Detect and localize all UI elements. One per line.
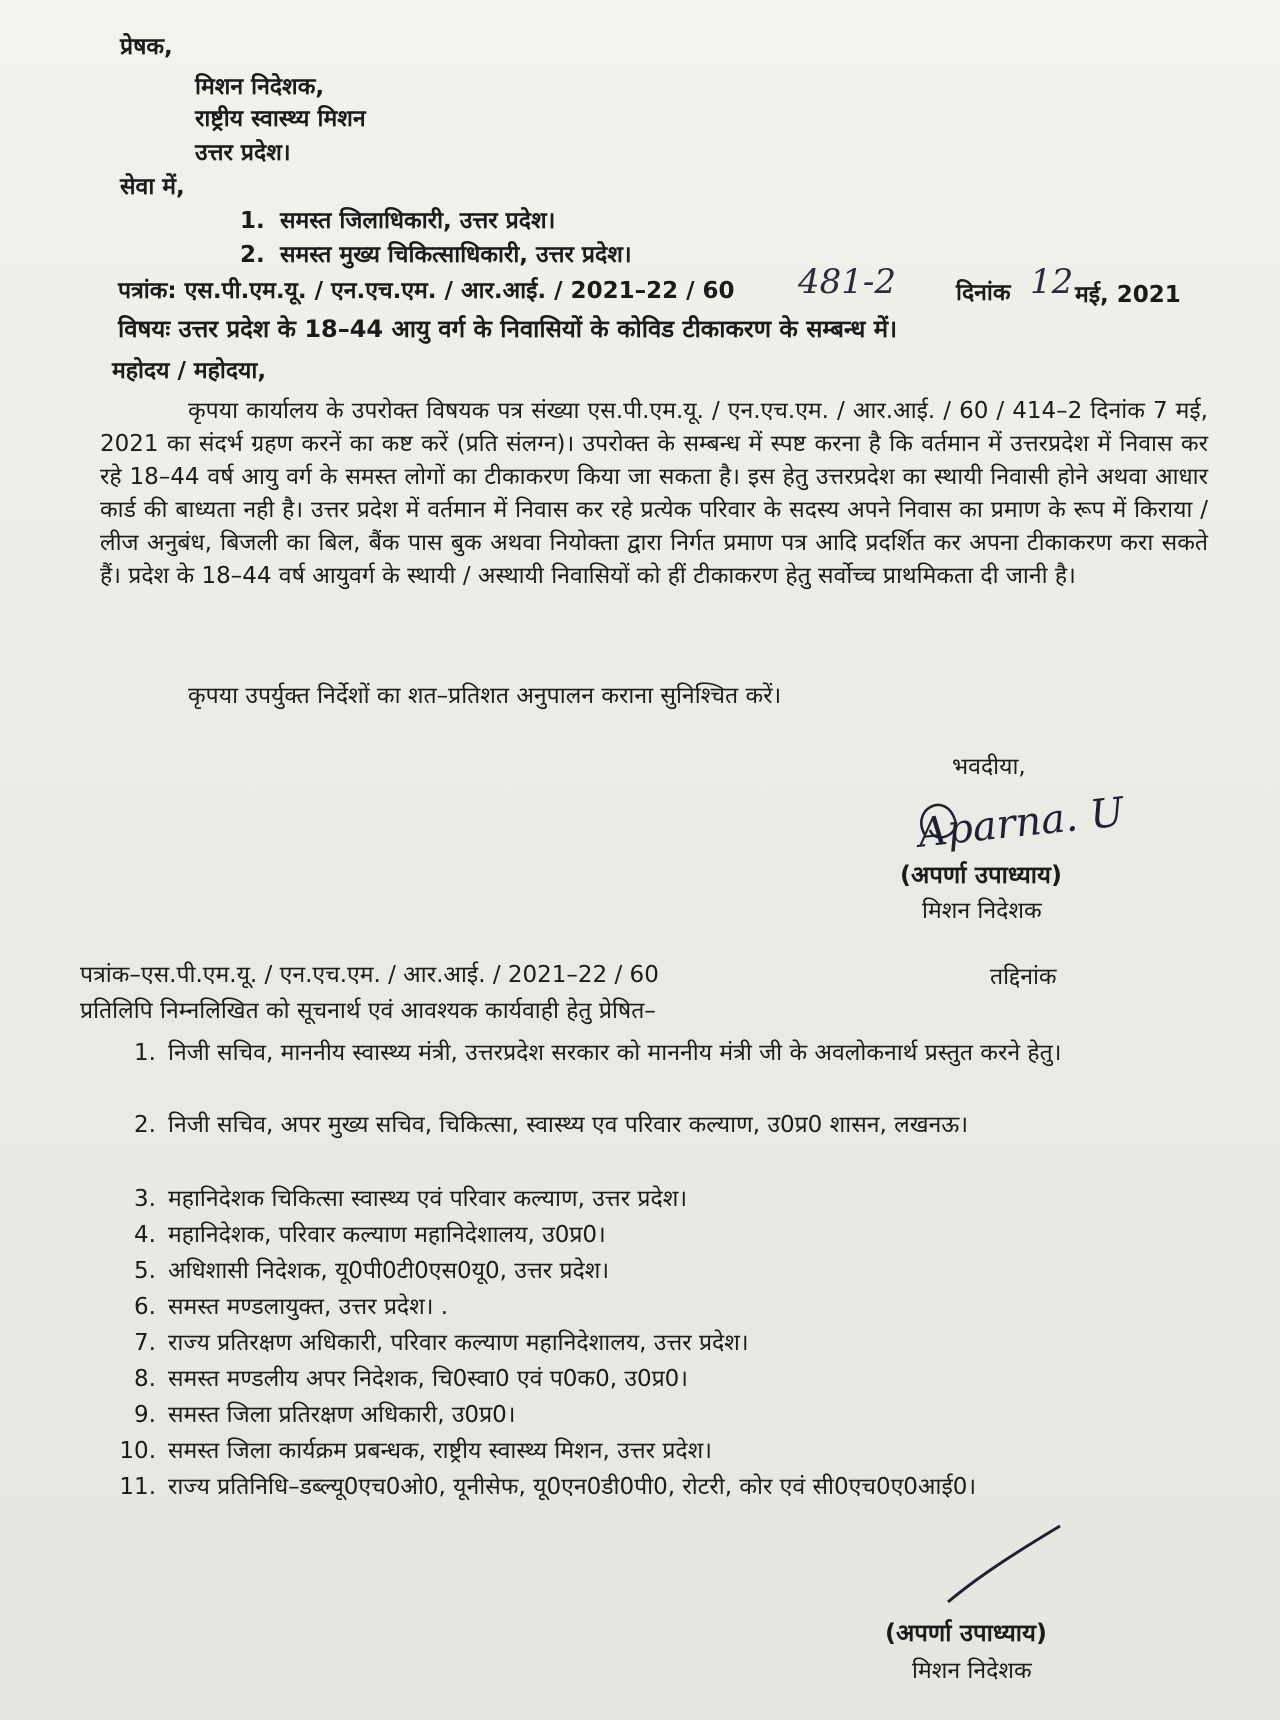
sender-line-1: मिशन निदेशक, [195,74,325,100]
recipients-label: सेवा में, [120,174,185,200]
copy-item-num: 9. [134,1402,156,1428]
signatory-name-2: (अपर्णा उपाध्याय) [885,1619,1047,1647]
body-paragraph-2: कृपया उपर्युक्त निर्देशों का शत–प्रतिशत अनुपालन कराना सुनिश्चित करें। [188,683,782,709]
sender-line-2: राष्ट्रीय स्वास्थ्य मिशन [195,106,366,132]
recipient-text: समस्त जिलाधिकारी, उत्तर प्रदेश। [280,208,556,234]
recipient-num: 1. [240,208,265,234]
copy-item-text: निजी सचिव, माननीय स्वास्थ्य मंत्री, उत्तरप्रदेश सरकार को माननीय मंत्री जी के अवलोकनार्थ प्रस्तुत करने हेतु। [168,1040,1062,1066]
copy-item-num: 11. [119,1474,156,1500]
copy-item-text: अधिशासी निदेशक, यू0पी0टी0एस0यू0, उत्तर प्रदेश। [168,1258,610,1284]
reference-date-label: दिनांक [956,280,1011,306]
sender-label: प्रेषक, [120,34,173,60]
copy-heading: प्रतिलिपि निम्नलिखित को सूचनार्थ एवं आवश्यक कार्यवाही हेतु प्रेषित– [80,998,656,1024]
signatory-designation-2: मिशन निदेशक [912,1658,1032,1684]
signatory-name: (अपर्णा उपाध्याय) [900,861,1062,889]
copy-item-num: 2. [134,1112,156,1138]
copy-item-num: 6. [134,1294,156,1320]
copy-item-text: राज्य प्रतिनिधि–डब्ल्यू0एच0ओ0, यूनीसेफ, यू0एन0डी0पी0, रोटरी, कोर एवं सी0एच0ए0आई0। [168,1474,977,1500]
closing-text: भवदीया, [952,754,1026,780]
signatory-designation: मिशन निदेशक [922,898,1042,924]
recipient-item [240,240,632,270]
copy-item-num: 1. [134,1040,156,1066]
recipient-item [240,206,555,236]
sender-line-3: उत्तर प्रदेश। [195,140,291,166]
handwritten-signature: Aparna. U [916,789,1127,857]
reference-date-rest: मई, 2021 [1075,282,1181,308]
recipient-num: 2. [240,242,265,268]
copy-item-text: महानिदेशक चिकित्सा स्वास्थ्य एवं परिवार कल्याण, उत्तर प्रदेश। [168,1186,688,1212]
copy-item-text: राज्य प्रतिरक्षण अधिकारी, परिवार कल्याण महानिदेशालय, उत्तर प्रदेश। [168,1330,749,1356]
copy-reference: पत्रांक–एस.पी.एम.यू. / एन.एच.एम. / आर.आई. / 2021–22 / 60 [80,962,659,988]
copy-item-num: 3. [134,1186,156,1212]
copy-item-text: निजी सचिव, अपर मुख्य सचिव, चिकित्सा, स्वास्थ्य एव परिवार कल्याण, उ0प्र0 शासन, लखनऊ। [168,1112,969,1138]
handwritten-date-day: 12 [1030,262,1074,302]
subject-line: विषयः उत्तर प्रदेश के 18–44 आयु वर्ग के निवासियों के कोविड टीकाकरण के सम्बन्ध में। [118,315,898,343]
copy-item-num: 7. [134,1330,156,1356]
reference-line [118,276,735,306]
copy-item-num: 8. [134,1366,156,1392]
copy-item-num: 10. [119,1438,156,1464]
handwritten-letter-number: 481-2 [798,262,897,302]
copy-date: तद्दिनांक [990,964,1057,990]
signature-flourish [905,790,1025,850]
body-paragraph-1: कृपया कार्यालय के उपरोक्त विषयक पत्र संख्या एस.पी.एम.यू. / एन.एच.एम. / आर.आई. / 60 / 414–2 दिनांक 7 मई, 2021 का संदर्भ ग्रहण करनें का कष्ट करें (प्रति संलग्न)। उपरोक्त के सम्बन्ध में स्पष्ट करना है कि वर्तमान में उत्तरप्रदेश में निवास कर रहे 18–44 वर्ष आयु वर्ग के समस्त लोगों का टीकाकरण किया जा सकता है। इस हेतु उत्तरप्रदेश का स्थायी निवासी होने अथवा आधार कार्ड की बाध्यता नही है। उत्तर प्रदेश में वर्तमान में निवास कर रहे प्रत्येक परिवार के सदस्य अपने निवास का प्रमाण के रूप में किराया / लीज अनुबंध, बिजली का बिल, बैंक पास बुक अथवा नियोक्ता द्वारा निर्गत प्रमाण पत्र आदि प्रदर्शित कर अपना टीकाकरण करा सकते हैं। प्रदेश के 18–44 वर्ष आयुवर्ग के स्थायी / अस्थायी निवासियों को हीं टीकाकरण हेतु सर्वोच्च प्राथमिकता दी जानी है। [100,398,1208,589]
copy-item-num: 4. [134,1222,156,1248]
copy-item-text: महानिदेशक, परिवार कल्याण महानिदेशालय, उ0प्र0। [168,1222,606,1248]
copy-item-num: 5. [134,1258,156,1284]
copy-item-text: समस्त मण्डलायुक्त, उत्तर प्रदेश। . [168,1294,449,1320]
recipient-text: समस्त मुख्य चिकित्साधिकारी, उत्तर प्रदेश। [280,242,632,268]
copy-item-text: समस्त जिला प्रतिरक्षण अधिकारी, उ0प्र0। [168,1402,516,1428]
signature-stroke [940,1520,1070,1610]
reference-prefix: पत्रांक: एस.पी.एम.यू. / एन.एच.एम. / आर.आई. / 2021–22 / 60 [118,278,735,304]
salutation: महोदय / महोदया, [112,358,267,384]
copy-item-text: समस्त मण्डलीय अपर निदेशक, चि0स्वा0 एवं प0क0, उ0प्र0। [168,1366,689,1392]
copy-item-text: समस्त जिला कार्यक्रम प्रबन्धक, राष्ट्रीय स्वास्थ्य मिशन, उत्तर प्रदेश। [168,1438,712,1464]
